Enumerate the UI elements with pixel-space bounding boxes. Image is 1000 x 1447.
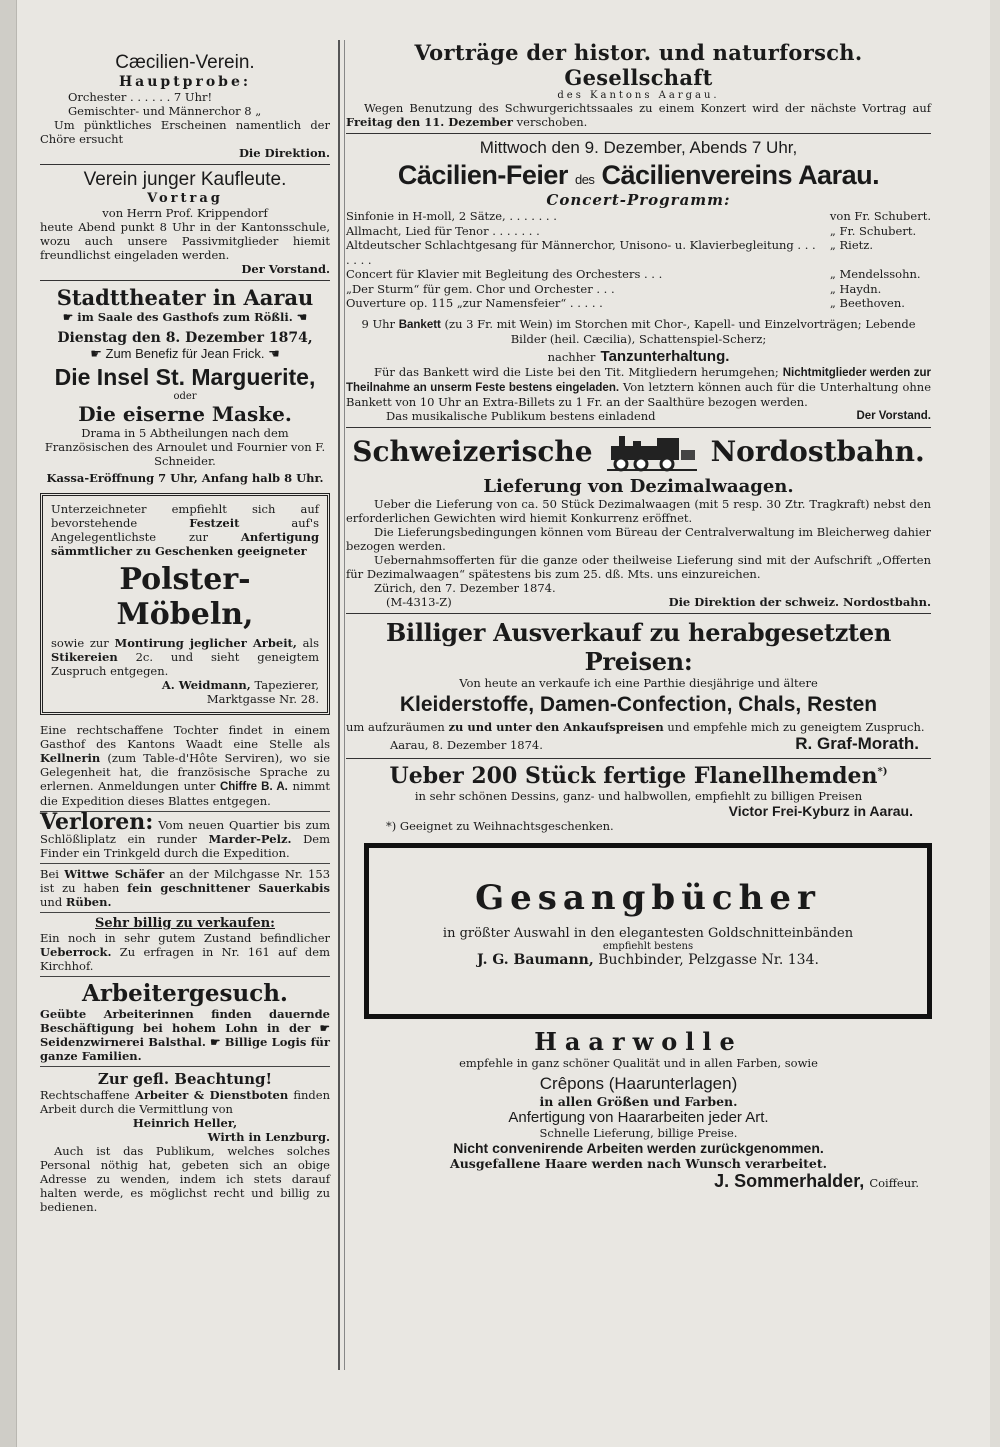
ad-text-part: Eine rechtschaffene Tochter findet in einem Gasthof des Kantons Waadt eine Stelle als (40, 723, 330, 751)
program-piece: Altdeutscher Schlachtgesang für Männerchor, Unisono- u. Klavierbegleitung . . . . . . . (346, 238, 816, 267)
ad-subtitle: Vortrag (147, 191, 223, 206)
page-edge (0, 0, 17, 1447)
divider (40, 280, 330, 281)
ad-text-bold: Ueberrock. (40, 945, 112, 959)
divider (40, 976, 330, 977)
ad-text-part: Ein noch in sehr gutem Zustand befindlicher (40, 931, 330, 945)
program-row (346, 282, 931, 297)
ad-text-bold: Montirung jeglicher Arbeit, (114, 636, 297, 650)
ad-title: Gesangbücher (475, 877, 821, 918)
ad-title (346, 763, 931, 789)
ad-text-part: Für das Bankett wird die Liste bei den Tit. Mitgliedern herumgehen; (374, 364, 779, 379)
program-composer: „ Rietz. (829, 238, 873, 252)
ad-text-part: verschoben. (516, 115, 588, 129)
program-row (346, 296, 931, 311)
divider (40, 863, 330, 864)
ad-play-title: Die Insel St. Marguerite, (54, 364, 316, 390)
ad-text-bold: Marder-Pelz. (208, 832, 292, 846)
ad-text-part: an der Milchgasse Nr. 153 ist zu haben (40, 867, 331, 895)
ad-big: Kleiderstoffe, Damen-Confection, Chals, Resten (399, 692, 878, 716)
ad-line: Ausgefallene Haare werden nach Wunsch verarbeitet. (450, 1155, 827, 1171)
ad-text: Ueber die Lieferung von ca. 50 Stück Dezimalwaagen (mit 5 resp. 30 Ztr. Tragkraft) nebst den erforderlichen Gewichten wird hiemit Konkurrenz eröffnet. (346, 496, 931, 525)
ad-signature (51, 678, 319, 692)
ad-date: Aarau, 8. Dezember 1874. (390, 737, 543, 752)
ad-title-part: Schweizerische (352, 435, 593, 468)
ad-line: Schnelle Lieferung, billige Preise. (539, 1125, 738, 1140)
ad-text-bold: zu und unter den Ankaufspreisen (448, 719, 664, 734)
ad-text: in sehr schönen Dessins, ganz- und halbwollen, empfiehlt zu billigen Preisen (414, 788, 863, 803)
ad-text-part: Wegen Benutzung des Schwurgerichtssaales zu einem Konzert wird der nächste Vortrag auf (364, 101, 931, 115)
ad-line: Gemischter- und Männerchor 8 „ (68, 104, 262, 118)
ad-text-part: 9 Uhr (361, 316, 396, 331)
program-composer: von Fr. Schubert. (829, 209, 931, 223)
ad-benefiz: ☛ Zum Benefiz für Jean Frick. ☚ (90, 346, 280, 361)
divider (40, 1066, 330, 1067)
ad-text-bold: Freitag den 11. Dezember (346, 115, 513, 129)
ad-text (346, 365, 931, 409)
ad-text-part: Billige Logis für ganze Familien. (40, 1035, 330, 1063)
ad-text (51, 502, 319, 558)
ad-text: heute Abend punkt 8 Uhr in der Kantonsschule, wozu auch unsere Passivmitglieder hiemit freundlichst eingeladen werden. (40, 220, 330, 262)
ad-big-title: Polster-Möbeln, (116, 562, 254, 632)
program-composer: „ Beethoven. (829, 296, 905, 310)
ad-title: Billiger Ausverkauf zu herabgesetzten Preisen: (386, 617, 891, 676)
ad-title (346, 432, 931, 472)
ad-sizes: in allen Größen und Farben. (539, 1093, 738, 1109)
ad-signature-role: Tapezierer, (254, 678, 319, 692)
ad-text-part: (zu 3 Fr. mit Wein) im Storchen mit Chor-, Kapell- und Einzelvorträgen; Lebende Bilder (heil. Cæcilia), Schattenspiel-Scherz; (444, 316, 916, 346)
ad-line: von Herrn Prof. Krippendorf (102, 206, 268, 220)
ad-subtitle: des Kantons Aargau. (557, 90, 720, 101)
ad-line: Nicht convenirende Arbeiten werden zurückgenommen. (453, 1139, 824, 1156)
program-row (346, 267, 931, 282)
ad-beachtung (40, 1070, 330, 1214)
ad-gesangbuecher (364, 843, 932, 1019)
ad-verloren (40, 809, 330, 860)
ad-date: Dienstag den 8. Dezember 1874, (57, 330, 313, 346)
ad-text: empfehle in ganz schöner Qualität und in allen Farben, sowie (459, 1055, 818, 1070)
ad-text-bold: Nichtmitglieder werden zur Theilnahme an unserm Feste bestens eingeladen. (346, 366, 931, 394)
ad-text-bold: Rüben. (65, 895, 112, 909)
ad-weidmann (40, 493, 330, 715)
ad-text-bold: Stikereien (51, 650, 118, 664)
ad-subtitle: ☛ im Saale des Gasthofs zum Rößli. ☚ (62, 310, 308, 324)
ad-text-part: um aufzuräumen (346, 719, 445, 734)
ad-title-part: des (574, 172, 595, 187)
left-column (40, 52, 330, 1214)
ad-text-part: nimmt die Expedition dieses Blattes entgegen. (40, 779, 331, 808)
ad-text-part: Unterzeichneter empfiehlt sich auf bevorstehende (51, 502, 319, 530)
ad-signature: Der Vorstand. (241, 262, 330, 276)
ad-title: Zur gefl. Beachtung! (97, 1070, 273, 1088)
ad-text (346, 720, 931, 734)
ad-title-part: Ueber 200 Stück fertige Flanellhemden (389, 762, 878, 789)
program-piece: Concert für Klavier mit Begleitung des Orchesters . . . (346, 267, 663, 281)
ad-text-part: finden Arbeit durch die Vermittlung von (40, 1088, 330, 1116)
ad-title: Verein junger Kaufleute. (83, 169, 287, 190)
ad-code: (M-4313-Z) (386, 594, 452, 609)
ad-schaefer (40, 867, 330, 909)
ad-text-part: Rechtschaffene (40, 1088, 130, 1102)
ad-arbeitergesuch (40, 980, 330, 1063)
ad-chiffre: Chiffre B. A. (219, 781, 288, 793)
ad-address: Buchbinder, Pelzgasse Nr. 134. (598, 951, 819, 968)
ad-nordostbahn (346, 432, 931, 609)
ad-title: Stadttheater in Aarau (56, 285, 314, 310)
program-composer: „ Mendelssohn. (829, 267, 921, 281)
ad-text-part: auf's Angelegentlichste zur (51, 516, 319, 544)
ad-text-part: sowie zur (51, 636, 109, 650)
ad-time: Kassa-Eröffnung 7 Uhr, Anfang halb 8 Uhr. (46, 471, 324, 485)
ad-title: Verloren: (40, 809, 154, 835)
ad-title-part: Cäcilien-Feier (397, 160, 568, 190)
ad-crepons: Crêpons (Haarunterlagen) (539, 1073, 738, 1093)
ad-text-part: Zu erfragen in Nr. 161 auf dem Kirchhof. (40, 945, 330, 973)
ad-text-part: Geübte Arbeiterinnen finden dauernde Beschäftigung bei hohem Lohn in der (40, 1007, 330, 1035)
ad-text-bold: Tanzunterhaltung. (600, 347, 730, 365)
ad-subtitle: Hauptprobe: (118, 74, 252, 90)
ad-text-bold: Festzeit (189, 516, 240, 530)
ad-benefiz-text: Zum Benefiz für Jean Frick. (105, 346, 265, 361)
ad-signature: Victor Frei-Kyburz in Aarau. (728, 802, 913, 819)
ad-footnote: *) Geeignet zu Weihnachtsgeschenken. (386, 818, 614, 833)
ad-title-part: Cäcilienvereins Aarau. (601, 160, 880, 190)
ad-text-part: Seidenzwirnerei Balsthal. (40, 1035, 206, 1049)
program-piece: „Der Sturm“ für gem. Chor und Orchester . . . (346, 281, 615, 296)
ad-text-part: (zum Table-d'Hôte Serviren), wo sie Gelegenheit hat, die französische Sprache zu erlernen. Anmeldungen unter (40, 751, 331, 793)
ad-text-bold: Bankett (398, 318, 441, 331)
ad-footnote-mark: *) (877, 766, 888, 778)
ad-text: Uebernahmsofferten für die ganze oder theilweise Lieferung sind mit der Aufschrift „Offerten für Dezimalwaagen“ spätestens bis zum 25. dß. Mts. uns einzureichen. (346, 552, 931, 581)
ad-title: Vorträge der histor. und naturforsch. Gesellschaft (414, 40, 863, 90)
ad-text-part: 2c. und sieht geneigtem Zuspruch entgegen. (51, 650, 320, 678)
ad-date: Zürich, den 7. Dezember 1874. (374, 580, 556, 595)
ad-text: Die Lieferungsbedingungen können vom Büreau der Centralverwaltung im Bleicherweg dahier bezogen werden. (346, 524, 931, 553)
ad-kaufleute (40, 169, 330, 276)
ad-signature: R. Graf-Morath. (795, 733, 919, 753)
column-rule-thin (344, 40, 345, 1370)
program-piece: Sinfonie in H-moll, 2 Sätze, . . . . . . . (346, 209, 557, 223)
program-piece: Allmacht, Lied für Tenor . . . . . . . (346, 223, 540, 238)
ad-signature: Der Vorstand. (856, 409, 931, 422)
program-row (346, 224, 931, 239)
ad-play-title-2: Die eiserne Maske. (78, 402, 292, 426)
ad-title-part: Nordostbahn. (710, 435, 925, 468)
program-row (346, 209, 931, 224)
divider (346, 427, 931, 428)
ad-footer (346, 734, 931, 754)
program-composer: „ Fr. Schubert. (829, 223, 917, 238)
ad-title: Sehr billig zu verkaufen: (95, 916, 275, 931)
ad-signature (346, 1171, 931, 1192)
ad-ausverkauf (346, 618, 931, 754)
ad-text-bold: Wittwe Schäfer (64, 867, 165, 881)
divider (346, 613, 931, 614)
page-edge-right (990, 0, 1000, 1447)
ad-address: Marktgasse Nr. 28. (206, 692, 319, 706)
ad-text-part: als (302, 636, 320, 650)
ad-tanz (346, 346, 931, 365)
ad-text-part: Bei (40, 867, 59, 881)
ad-signature-name: J. G. Baumann, (477, 951, 594, 968)
ad-line: Orchester . . . . . . 7 Uhr! (68, 90, 213, 104)
program-composer: „ Haydn. (829, 281, 882, 296)
ad-text-part: und empfehle mich zu geneigtem Zuspruch. (667, 719, 925, 734)
ad-text (40, 1088, 330, 1116)
column-rule (338, 40, 340, 1370)
ad-title (346, 160, 931, 191)
right-column (346, 40, 931, 1192)
ad-signature: Die Direktion der schweiz. Nordostbahn. (668, 594, 931, 609)
ad-footer (346, 409, 931, 423)
ad-text (51, 636, 319, 678)
ad-caecilien-verein (40, 52, 330, 160)
ad-line: Anfertigung von Haararbeiten jeder Art. (508, 1108, 769, 1126)
ad-text-part: nachher (547, 349, 596, 364)
ad-text-part: Vom neuen Quartier bis zum Schlößliplatz ein runder (40, 818, 330, 846)
ad-bankett (346, 317, 931, 346)
ad-text: Von heute an verkaufe ich eine Parthie diesjährige und ältere (459, 675, 818, 690)
ad-text: Um pünktliches Erscheinen namentlich der Chöre ersucht (40, 118, 330, 146)
ad-text: Drama in 5 Abtheilungen nach dem Französischen des Arnoulet und Fournier von F. Schneider. (44, 426, 326, 468)
ad-text-bold: fein geschnittener Sauerkabis (127, 881, 330, 895)
ad-signature-role: Coiffeur. (869, 1175, 919, 1190)
ad-text: Auch ist das Publikum, welches solches Personal nöthig hat, gebeten sich an obige Adresse zu wenden, indem ich stets darauf halten werde, es möglichst recht und billig zu bedienen. (40, 1144, 330, 1214)
divider (346, 758, 931, 759)
locomotive-icon (607, 432, 697, 472)
ad-text-part: und (40, 895, 63, 909)
ad-text-bold: Anfertigung sämmtlicher zu Geschenken geeigneter (51, 530, 319, 558)
ad-text: Geübte Arbeiterinnen finden dauernde Beschäftigung bei hohem Lohn in der ☛ Seidenzwirnerei Balsthal. ☛ Billige Logis für ganze Familien. (40, 1007, 330, 1063)
ad-subtitle-text: im Saale des Gasthofs zum Rößli. (77, 310, 293, 324)
ad-text-part: Dem Finder ein Trinkgeld durch die Expedition. (40, 832, 330, 860)
ad-oder: oder (173, 391, 197, 402)
divider (40, 912, 330, 913)
ad-text-part: Von letztern können auch für die Unterhaltung ohne Bankett von 10 Uhr an Extra-Billets zu 1 Fr. an der Saalthüre bezogen werden. (346, 379, 932, 409)
ad-name: Heinrich Heller, (132, 1116, 238, 1130)
ad-billig (40, 916, 330, 973)
divider (40, 164, 330, 165)
ad-footer (346, 595, 931, 609)
ad-title: Cæcilien-Verein. (115, 52, 255, 73)
program-piece: Ouverture op. 115 „zur Namensfeier“ . . . . . (346, 296, 603, 310)
divider (346, 133, 931, 134)
ad-title: Arbeitergesuch. (82, 980, 288, 1007)
ad-signature-name: J. Sommerhalder, (714, 1170, 865, 1191)
ad-signature (379, 952, 917, 968)
ad-caecilien-feier (346, 138, 931, 423)
ad-vortraege (346, 40, 931, 129)
ad-text (346, 101, 931, 129)
ad-text: in größter Auswahl in den elegantesten Goldschnitteinbänden (442, 925, 854, 941)
ad-text-part: Das musikalische Publikum bestens einladend (386, 408, 656, 423)
ad-programm: Concert-Programm: (546, 191, 731, 209)
ad-text-bold: Kellnerin (40, 751, 101, 765)
ad-flanellhemden (346, 763, 931, 833)
ad-subtitle: Lieferung von Dezimalwaagen. (483, 475, 794, 497)
ad-text: empfiehlt bestens (602, 940, 694, 952)
concert-program (346, 209, 931, 311)
ad-place: Wirth in Lenzburg. (207, 1130, 330, 1144)
ad-signature: Die Direktion. (238, 146, 330, 160)
ad-haarwolle (346, 1027, 931, 1192)
program-row (346, 238, 931, 267)
ad-date: Mittwoch den 9. Dezember, Abends 7 Uhr, (479, 138, 798, 157)
ad-stadttheater (40, 285, 330, 485)
ad-text (40, 931, 330, 973)
ad-text-bold: Arbeiter & Dienstboten (134, 1088, 289, 1102)
ad-signature-name: A. Weidmann, (161, 678, 251, 692)
ad-tochter (40, 723, 330, 808)
ad-title: Haarwolle (534, 1026, 743, 1056)
